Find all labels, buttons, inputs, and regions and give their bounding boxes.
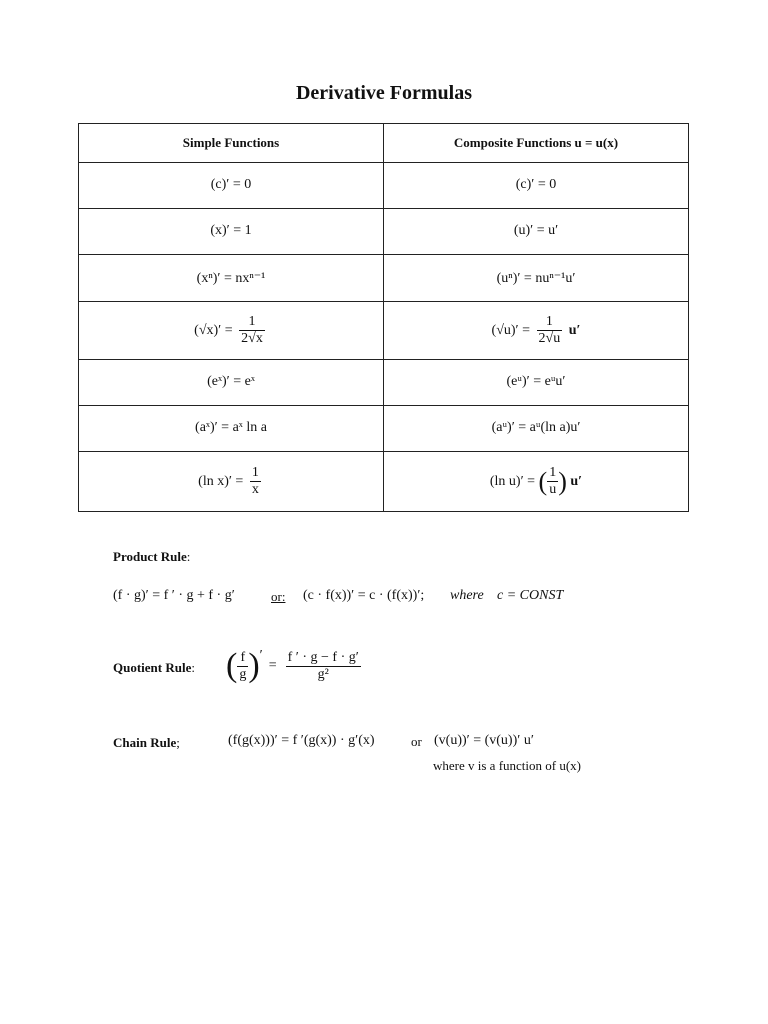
simple-formula xyxy=(79,255,384,302)
simple-formula xyxy=(79,302,384,360)
simple-formula xyxy=(79,163,384,209)
simple-formula xyxy=(79,360,384,406)
chain-rule-colon: ; xyxy=(176,735,180,750)
formula-text: (xⁿ)′ = nxⁿ⁻¹ xyxy=(196,270,266,286)
fraction-numerator: 1 xyxy=(537,314,563,331)
fraction-numerator: f ′ · g − f · g′ xyxy=(287,649,359,665)
paren-open: ( xyxy=(226,647,238,684)
formula-lhs: (√u)′ = xyxy=(491,322,531,338)
product-rule-const: c = CONST xyxy=(497,588,564,603)
composite-formula xyxy=(384,163,689,209)
quotient-rule-formula xyxy=(226,646,364,686)
chain-rule-note: where v is a function of u(x) xyxy=(433,758,582,773)
simple-formula xyxy=(79,406,384,452)
fraction-denominator: g xyxy=(239,666,247,682)
chain-rule-heading xyxy=(113,735,180,751)
fraction-denominator: g² xyxy=(317,666,329,682)
composite-formula xyxy=(384,452,689,512)
composite-formula xyxy=(384,302,689,360)
fraction xyxy=(250,465,261,498)
formula-text: (c)′ = 0 xyxy=(210,177,252,193)
product-rule-label: Product Rule xyxy=(113,549,187,564)
formula-text: (u)′ = u′ xyxy=(513,223,559,239)
composite-formula xyxy=(384,255,689,302)
composite-formula xyxy=(384,406,689,452)
page-title: Derivative Formulas xyxy=(295,82,473,104)
fraction-denominator: x xyxy=(251,482,259,497)
fraction xyxy=(547,465,558,498)
table-row xyxy=(79,255,689,302)
paren-open: ( xyxy=(538,466,548,496)
quotient-rule-label: Quotient Rule xyxy=(113,660,192,675)
fraction-denominator: u xyxy=(549,482,557,497)
simple-formula xyxy=(79,452,384,512)
fraction-numerator: f xyxy=(237,650,248,667)
formula-text: (eᵘ)′ = eᵘu′ xyxy=(506,374,566,390)
fraction-denominator: 2√x xyxy=(241,331,263,346)
table-header-row xyxy=(79,124,689,163)
formula-text: (c)′ = 0 xyxy=(515,177,557,193)
prime-mark: ′ xyxy=(259,648,263,663)
fraction xyxy=(286,650,361,683)
table-row xyxy=(79,163,689,209)
chain-rule-formula: (f(g(x)))′ = f ′(g(x)) · g′(x) xyxy=(228,733,375,748)
composite-formula xyxy=(384,360,689,406)
quotient-rule-heading xyxy=(113,660,195,676)
formula-table xyxy=(78,123,689,512)
product-rule-heading xyxy=(113,549,190,565)
formula-lhs: (√x)′ = xyxy=(194,322,233,338)
fraction xyxy=(239,314,265,347)
fraction-numerator: 1 xyxy=(239,314,265,331)
fraction-denominator: 2√u xyxy=(538,331,561,346)
formula-tail: u′ xyxy=(568,322,581,338)
table-row xyxy=(79,406,689,452)
formula-lhs: (ln x)′ = xyxy=(198,473,244,489)
table-row xyxy=(79,302,689,360)
table-row xyxy=(79,360,689,406)
chain-rule-or: or xyxy=(411,734,422,749)
product-rule-where: where xyxy=(450,588,484,603)
simple-formula xyxy=(79,209,384,255)
fraction xyxy=(237,650,248,683)
composite-formula xyxy=(384,209,689,255)
fraction-numerator: 1 xyxy=(251,465,259,480)
paren-close: ) xyxy=(248,647,260,684)
formula-lhs: (ln u)′ = xyxy=(489,473,536,489)
formula-text: (aᵘ)′ = aᵘ(ln a)u′ xyxy=(491,420,581,436)
formula-tail: u′ xyxy=(570,473,583,489)
fraction-numerator: 1 xyxy=(549,465,557,480)
fraction xyxy=(537,314,563,347)
equals-sign: = xyxy=(268,658,277,673)
formula-text: (uⁿ)′ = nuⁿ⁻¹u′ xyxy=(496,270,576,286)
formula-text: (x)′ = 1 xyxy=(210,223,252,239)
header-simple-functions: Simple Functions xyxy=(79,124,384,163)
formula-text: (aˣ)′ = aˣ ln a xyxy=(195,420,267,436)
chain-rule-formula-2: (v(u))′ = (v(u))′ u′ xyxy=(434,733,534,748)
header-composite-functions: Composite Functions u = u(x) xyxy=(384,124,689,163)
product-rule-formula-2: (c · f(x))′ = c · (f(x))′; xyxy=(303,588,425,603)
quotient-rule-colon: : xyxy=(191,660,195,675)
chain-rule-label: Chain Rule xyxy=(113,735,177,750)
product-rule-formula: (f · g)′ = f ′ · g + f · g′ xyxy=(113,588,235,603)
table-row xyxy=(79,452,689,512)
product-rule-or: or: xyxy=(271,589,286,604)
paren-close: ) xyxy=(558,466,567,496)
formula-text: (eˣ)′ = eˣ xyxy=(207,374,255,390)
table-row xyxy=(79,209,689,255)
product-rule-colon: : xyxy=(186,549,191,564)
